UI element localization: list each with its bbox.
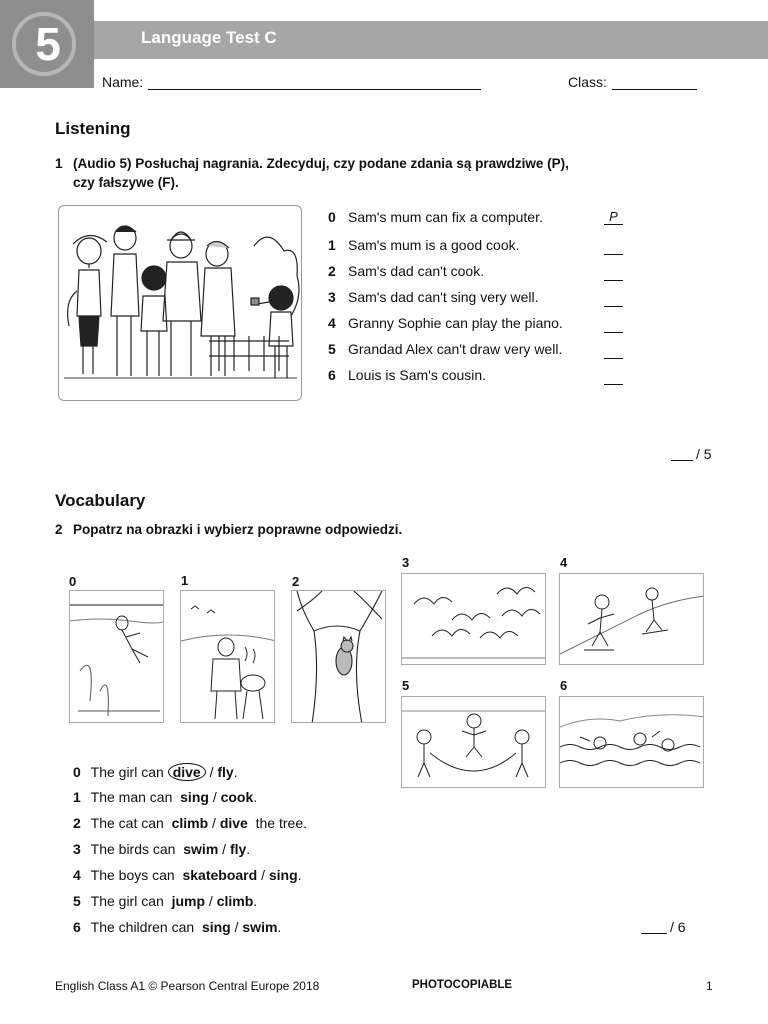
picture-label-1: 1 <box>181 573 189 588</box>
picture-man-cooking <box>180 590 275 723</box>
option-swim[interactable]: swim <box>242 919 278 935</box>
family-drawing <box>59 206 302 401</box>
option-dive[interactable]: dive <box>219 815 248 831</box>
picture-label-2: 2 <box>292 574 300 589</box>
statement-row: 5 Grandad Alex can't draw very well. <box>328 341 563 357</box>
vocab-sentence-6: 6 The children can sing / swim. <box>73 919 282 935</box>
class-label: Class: <box>568 74 607 90</box>
vocab-sentence-1: 1 The man can sing / cook. <box>73 789 258 805</box>
vocabulary-score: / 6 <box>670 919 686 935</box>
picture-label-5: 5 <box>402 678 410 693</box>
statement-row: 6 Louis is Sam's cousin. <box>328 367 487 383</box>
vocab-sentence-5: 5 The girl can jump / climb. <box>73 893 258 909</box>
picture-children-jumping <box>401 696 546 788</box>
picture-children-swimming <box>559 696 704 788</box>
option-swim[interactable]: swim <box>183 841 219 857</box>
answer-field-6[interactable] <box>604 370 623 385</box>
page-number: 1 <box>706 979 713 993</box>
answer-field-3[interactable] <box>604 292 623 307</box>
vocab-sentence-2: 2 The cat can climb / dive the tree. <box>73 815 307 831</box>
option-sing[interactable]: sing <box>180 789 209 805</box>
option-sing[interactable]: sing <box>201 919 231 935</box>
unit-number: 5 <box>35 18 61 70</box>
statement-row: 1 Sam's mum is a good cook. <box>328 237 520 253</box>
family-illustration <box>58 205 302 401</box>
listening-heading: Listening <box>55 119 131 138</box>
vocabulary-task-number: 2 <box>55 522 63 537</box>
picture-label-3: 3 <box>402 555 410 570</box>
vocab-sentence-4: 4 The boys can skateboard / sing. <box>73 867 302 883</box>
picture-boys-skateboarding <box>559 573 704 665</box>
vocab-sentence-3: 3 The birds can swim / fly. <box>73 841 251 857</box>
answer-field-1[interactable] <box>604 240 623 255</box>
class-field[interactable] <box>612 89 697 90</box>
listening-instruction-line2: czy fałszywe (F). <box>73 175 179 190</box>
footer-copyright: English Class A1 © Pearson Central Europe 2018 <box>55 979 320 993</box>
listening-score-field[interactable] <box>671 460 693 461</box>
option-dive-circled[interactable]: dive <box>168 763 206 781</box>
picture-label-4: 4 <box>560 555 568 570</box>
picture-birds-flying <box>401 573 546 665</box>
listening-task-number: 1 <box>55 156 63 171</box>
option-jump[interactable]: jump <box>171 893 206 909</box>
option-climb[interactable]: climb <box>171 815 209 831</box>
option-climb[interactable]: climb <box>216 893 254 909</box>
test-title: Language Test C <box>141 28 277 47</box>
option-fly[interactable]: fly <box>229 841 247 857</box>
statement-row: 4 Granny Sophie can play the piano. <box>328 315 563 331</box>
option-cook[interactable]: cook <box>220 789 254 805</box>
answer-field-2[interactable] <box>604 266 623 281</box>
statement-row: 2 Sam's dad can't cook. <box>328 263 485 279</box>
picture-label-0: 0 <box>69 574 77 589</box>
vocab-sentence-0: 0 The girl can dive / fly. <box>73 764 238 780</box>
listening-instruction-line1: (Audio 5) Posłuchaj nagrania. Zdecyduj, czy podane zdania są prawdziwe (P), <box>73 156 569 171</box>
option-fly[interactable]: fly <box>217 764 234 780</box>
picture-cat-climbing <box>291 590 386 723</box>
answer-field-5[interactable] <box>604 344 623 359</box>
listening-score: / 5 <box>696 446 712 462</box>
vocabulary-score-field[interactable] <box>641 933 667 934</box>
name-label: Name: <box>102 74 144 90</box>
statement-row: 0 Sam's mum can fix a computer. <box>328 209 543 225</box>
option-sing[interactable]: sing <box>268 867 298 883</box>
vocabulary-heading: Vocabulary <box>55 491 146 510</box>
vocabulary-instruction: Popatrz na obrazki i wybierz poprawne odpowiedzi. <box>73 522 403 537</box>
name-field[interactable] <box>148 89 481 90</box>
answer-field-0[interactable]: P <box>604 210 623 225</box>
answer-field-4[interactable] <box>604 318 623 333</box>
picture-label-6: 6 <box>560 678 568 693</box>
option-skateboard[interactable]: skateboard <box>182 867 258 883</box>
footer-photocopiable: PHOTOCOPIABLE <box>412 979 513 991</box>
picture-girl-diving <box>69 590 164 723</box>
statement-row: 3 Sam's dad can't sing very well. <box>328 289 539 305</box>
